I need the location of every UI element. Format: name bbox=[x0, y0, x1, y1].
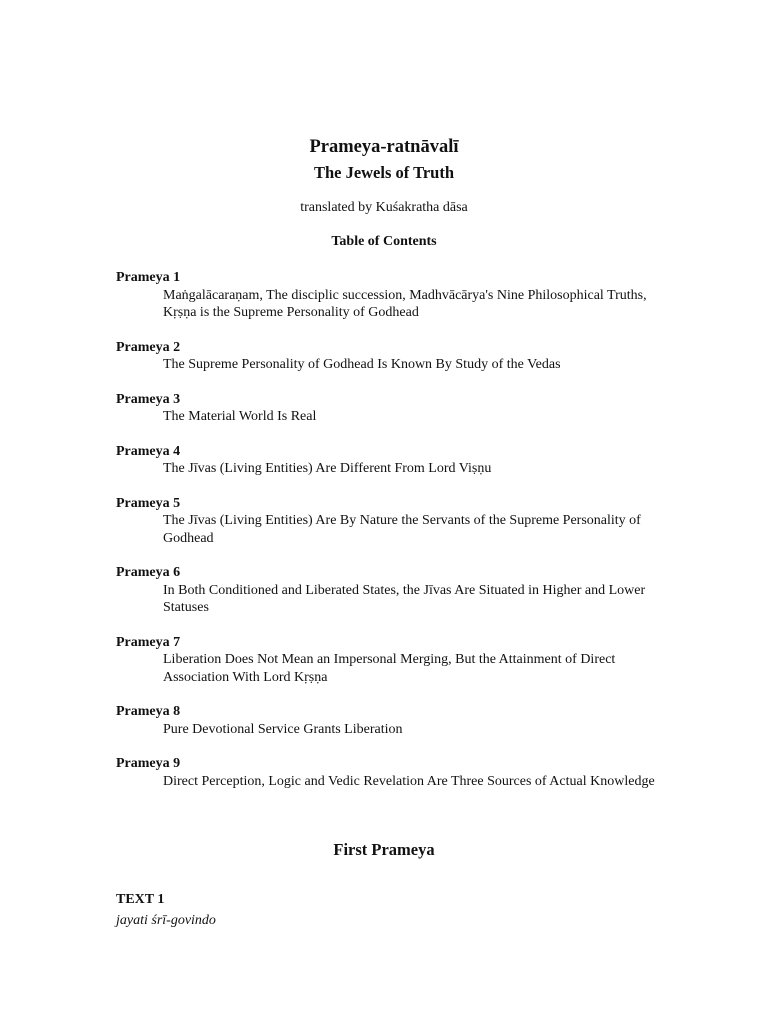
document-subtitle: The Jewels of Truth bbox=[313, 163, 455, 182]
toc-entry bbox=[116, 634, 656, 687]
toc-entry bbox=[116, 443, 656, 478]
toc-entry-description: The Jīvas (Living Entities) Are By Nature the Servants of the Supreme Personality of Godhead bbox=[163, 513, 641, 546]
toc-entry bbox=[116, 755, 656, 790]
toc-entry-description: The Jīvas (Living Entities) Are Different From Lord Viṣṇu bbox=[163, 461, 492, 476]
toc-entry-label: Prameya 1 bbox=[116, 270, 181, 285]
toc-entry bbox=[116, 564, 656, 617]
toc-entry-label: Prameya 6 bbox=[116, 565, 181, 580]
toc-entry bbox=[116, 269, 656, 322]
toc-entry bbox=[116, 391, 656, 426]
text-label: TEXT 1 bbox=[116, 892, 165, 907]
translator-line: translated by Kuśakratha dāsa bbox=[300, 200, 468, 215]
section-heading: First Prameya bbox=[333, 840, 435, 859]
toc-entry-label: Prameya 8 bbox=[116, 704, 181, 719]
toc-entry-description: In Both Conditioned and Liberated States, the Jīvas Are Situated in Higher and Lower Statuses bbox=[163, 582, 646, 615]
toc-entry bbox=[116, 339, 656, 374]
toc-entry-label: Prameya 3 bbox=[116, 391, 181, 407]
toc-entry-label: Prameya 9 bbox=[116, 756, 181, 771]
document-title: Prameya-ratnāvalī bbox=[309, 137, 459, 157]
toc-entry-description: Direct Perception, Logic and Vedic Revelation Are Three Sources of Actual Knowledge bbox=[163, 773, 655, 789]
toc-entry-label: Prameya 7 bbox=[116, 634, 181, 650]
toc-heading: Table of Contents bbox=[331, 234, 437, 249]
toc-entry-label: Prameya 2 bbox=[116, 339, 181, 355]
toc-entry-description: Liberation Does Not Mean an Impersonal Merging, But the Attainment of Direct Association With Lord Kṛṣṇa bbox=[163, 652, 616, 685]
toc-entry bbox=[116, 703, 656, 738]
toc-entry-description: The Supreme Personality of Godhead Is Known By Study of the Vedas bbox=[163, 357, 561, 372]
toc-entry-description: Pure Devotional Service Grants Liberation bbox=[163, 721, 403, 737]
verse-text: jayati śrī-govindo bbox=[116, 913, 216, 928]
toc-entry-description: Maṅgalācaraṇam, The disciplic succession, Madhvācārya's Nine Philosophical Truths, Kṛṣṇa is the Supreme Personality of Godhead bbox=[163, 287, 647, 320]
toc-entry-label: Prameya 5 bbox=[116, 495, 181, 511]
toc-entry-description: The Material World Is Real bbox=[163, 409, 317, 424]
table-of-contents bbox=[116, 269, 656, 807]
toc-entry-label: Prameya 4 bbox=[116, 443, 181, 459]
toc-entry bbox=[116, 495, 656, 548]
